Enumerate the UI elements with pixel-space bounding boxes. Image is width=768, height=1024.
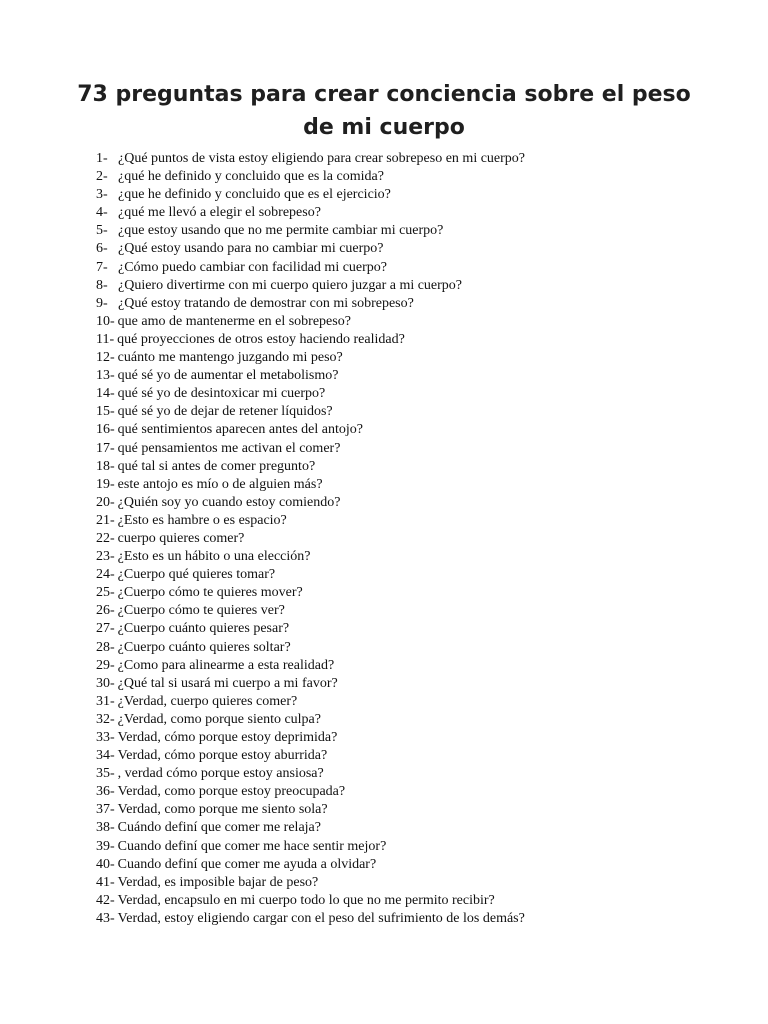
- item-text: ¿Verdad, como porque siento culpa?: [117, 711, 321, 727]
- list-item: [96, 548, 525, 566]
- list-item: [96, 602, 525, 620]
- item-text: Verdad, estoy eligiendo cargar con el peso del sufrimiento de los demás?: [117, 910, 525, 926]
- item-number: 31-: [96, 693, 115, 709]
- list-item: [96, 186, 525, 204]
- item-text: , verdad cómo porque estoy ansiosa?: [117, 766, 324, 782]
- item-text: Verdad, cómo porque estoy aburrida?: [117, 748, 328, 764]
- item-text: ¿Cómo puedo cambiar con facilidad mi cuerpo?: [118, 259, 388, 275]
- item-number: 37-: [96, 802, 115, 818]
- item-text: Cuando definí que comer me ayuda a olvidar?: [117, 856, 377, 872]
- item-number: 25-: [96, 585, 115, 601]
- item-text: ¿Cuerpo qué quieres tomar?: [117, 567, 276, 583]
- list-item: [96, 222, 525, 240]
- item-text: Cuándo definí que comer me relaja?: [117, 820, 321, 836]
- item-text: Verdad, como porque me siento sola?: [117, 802, 328, 818]
- item-number: 21-: [96, 512, 115, 528]
- item-number: 13-: [96, 368, 115, 384]
- item-text: ¿qué he definido y concluido que es la comida?: [118, 169, 384, 185]
- item-number: 10-: [96, 313, 115, 329]
- list-item: [96, 512, 525, 530]
- list-item: [96, 259, 525, 277]
- list-item: [96, 838, 525, 856]
- document-title: 73 preguntas para crear conciencia sobre el peso de mi cuerpo: [77, 82, 691, 140]
- list-item: [96, 440, 525, 458]
- list-item: [96, 458, 525, 476]
- item-number: 14-: [96, 386, 115, 402]
- item-number: 27-: [96, 621, 115, 637]
- item-text: Cuando definí que comer me hace sentir mejor?: [117, 838, 387, 854]
- item-text: que amo de mantenerme en el sobrepeso?: [117, 313, 351, 329]
- list-item: [96, 657, 525, 675]
- item-number: 5-: [96, 223, 108, 239]
- item-text: ¿Quién soy yo cuando estoy comiendo?: [117, 494, 341, 510]
- item-number: 16-: [96, 422, 115, 438]
- list-item: [96, 277, 525, 295]
- item-text: ¿Qué puntos de vista estoy eligiendo para crear sobrepeso en mi cuerpo?: [118, 151, 526, 166]
- item-number: 33-: [96, 730, 115, 745]
- item-number: 32-: [96, 711, 115, 727]
- list-item: [96, 729, 525, 747]
- item-number: 2-: [96, 169, 108, 185]
- item-number: 43-: [96, 910, 115, 926]
- item-text: ¿Cuerpo cómo te quieres ver?: [117, 603, 285, 619]
- list-item: [96, 476, 525, 494]
- list-item: [96, 385, 525, 403]
- item-number: 9-: [96, 295, 108, 311]
- item-number: 6-: [96, 241, 108, 257]
- item-number: 3-: [96, 187, 108, 203]
- list-item: [96, 639, 525, 657]
- item-text: ¿Qué estoy usando para no cambiar mi cuerpo?: [118, 241, 384, 257]
- item-text: cuerpo quieres comer?: [117, 530, 245, 546]
- item-number: 36-: [96, 784, 115, 800]
- item-text: ¿Cuerpo cómo te quieres mover?: [117, 585, 303, 601]
- item-text: ¿Verdad, cuerpo quieres comer?: [117, 693, 298, 709]
- list-item: [96, 240, 525, 258]
- item-text: Verdad, es imposible bajar de peso?: [117, 874, 319, 890]
- item-text: ¿Quiero divertirme con mi cuerpo quiero juzgar a mi cuerpo?: [118, 277, 463, 293]
- item-number: 26-: [96, 603, 115, 619]
- list-item: [96, 711, 525, 729]
- item-text: Verdad, como porque estoy preocupada?: [117, 784, 346, 800]
- item-number: 17-: [96, 440, 115, 456]
- list-item: [96, 331, 525, 349]
- item-number: 22-: [96, 530, 115, 546]
- item-number: 40-: [96, 856, 115, 872]
- item-number: 28-: [96, 639, 115, 655]
- list-item: [96, 494, 525, 512]
- list-item: [96, 765, 525, 783]
- item-text: ¿que estoy usando que no me permite cambiar mi cuerpo?: [118, 223, 444, 239]
- item-number: 4-: [96, 205, 108, 221]
- item-number: 11-: [96, 331, 115, 347]
- item-text: Verdad, cómo porque estoy deprimida?: [117, 730, 338, 745]
- list-item: [96, 295, 525, 313]
- list-item: [96, 367, 525, 385]
- item-number: 42-: [96, 892, 115, 908]
- item-number: 7-: [96, 259, 108, 275]
- item-text: ¿Como para alinearme a esta realidad?: [117, 657, 335, 673]
- list-item: [96, 584, 525, 602]
- list-item: [96, 530, 525, 548]
- item-text: cuánto me mantengo juzgando mi peso?: [117, 350, 343, 366]
- list-item: [96, 910, 525, 928]
- item-number: 29-: [96, 657, 115, 673]
- item-number: 18-: [96, 458, 115, 474]
- item-text: qué sé yo de desintoxicar mi cuerpo?: [117, 386, 326, 402]
- question-list: [96, 150, 525, 928]
- list-item: [96, 874, 525, 892]
- item-number: 8-: [96, 277, 108, 293]
- item-text: qué sé yo de dejar de retener líquidos?: [117, 404, 333, 420]
- item-text: ¿Cuerpo cuánto quieres pesar?: [117, 621, 290, 637]
- item-number: 19-: [96, 476, 115, 492]
- list-item: [96, 620, 525, 638]
- item-number: 24-: [96, 567, 115, 583]
- item-text: qué pensamientos me activan el comer?: [117, 440, 341, 456]
- list-item: [96, 150, 525, 168]
- item-number: 35-: [96, 766, 115, 782]
- item-number: 34-: [96, 748, 115, 764]
- list-item: [96, 819, 525, 837]
- list-item: [96, 856, 525, 874]
- item-text: qué sentimientos aparecen antes del antojo?: [117, 422, 363, 438]
- item-number: 39-: [96, 838, 115, 854]
- item-number: 30-: [96, 675, 115, 691]
- item-number: 1-: [96, 151, 108, 166]
- item-text: ¿Esto es un hábito o una elección?: [117, 549, 311, 565]
- item-text: ¿Qué estoy tratando de demostrar con mi sobrepeso?: [118, 295, 414, 311]
- list-item: [96, 403, 525, 421]
- list-item: [96, 801, 525, 819]
- item-text: qué tal si antes de comer pregunto?: [117, 458, 316, 474]
- item-number: 38-: [96, 820, 115, 836]
- item-number: 15-: [96, 404, 115, 420]
- item-text: ¿Qué tal si usará mi cuerpo a mi favor?: [117, 675, 338, 691]
- list-item: [96, 747, 525, 765]
- item-text: ¿Cuerpo cuánto quieres soltar?: [117, 639, 291, 655]
- item-text: este antojo es mío o de alguien más?: [117, 476, 323, 492]
- list-item: [96, 693, 525, 711]
- list-item: [96, 675, 525, 693]
- list-item: [96, 892, 525, 910]
- list-item: [96, 204, 525, 222]
- item-text: ¿qué me llevó a elegir el sobrepeso?: [118, 205, 321, 221]
- item-text: qué proyecciones de otros estoy haciendo realidad?: [117, 331, 405, 347]
- item-text: ¿que he definido y concluido que es el ejercicio?: [118, 187, 391, 203]
- item-number: 12-: [96, 350, 115, 366]
- list-item: [96, 421, 525, 439]
- item-text: Verdad, encapsulo en mi cuerpo todo lo que no me permito recibir?: [117, 892, 495, 908]
- item-text: qué sé yo de aumentar el metabolismo?: [117, 368, 339, 384]
- item-text: ¿Esto es hambre o es espacio?: [117, 512, 287, 528]
- item-number: 20-: [96, 494, 115, 510]
- list-item: [96, 349, 525, 367]
- list-item: [96, 313, 525, 331]
- list-item: [96, 566, 525, 584]
- list-item: [96, 168, 525, 186]
- item-number: 41-: [96, 874, 115, 890]
- list-item: [96, 783, 525, 801]
- item-number: 23-: [96, 549, 115, 565]
